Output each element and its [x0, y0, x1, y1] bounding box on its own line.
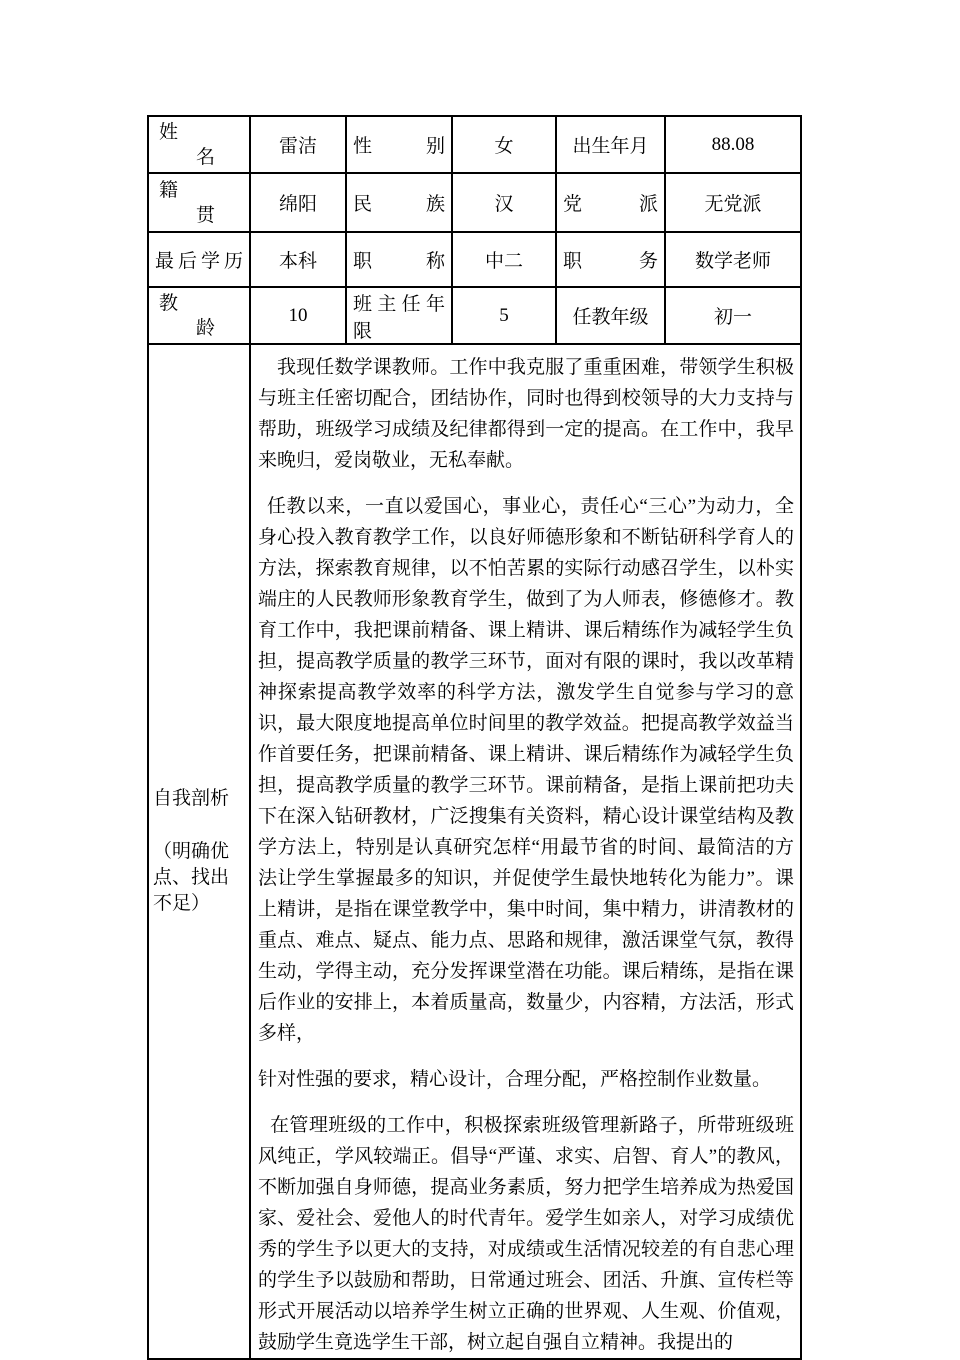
- ethnicity-value: 汉: [452, 173, 556, 232]
- table-row: [148, 173, 801, 232]
- native-place-label-line2: 贯: [196, 204, 216, 226]
- self-analysis-note: （明确优点、找出不足）: [153, 841, 230, 914]
- head-teacher-years-value: 5: [452, 287, 556, 344]
- self-analysis-paragraph: 针对性强的要求，精心设计，合理分配，严格控制作业数量。: [258, 1069, 772, 1090]
- self-analysis-title: 自我剖析: [153, 788, 230, 809]
- party-label-cell: 党派: [556, 173, 665, 232]
- party-value: 无党派: [665, 173, 801, 232]
- self-analysis-paragraph: 在管理班级的工作中，积极探索班级管理新路子，所带班级班风纯正，学风较端正。倡导“严谨、求实、启智、育人”的教风，不断加强自身师德，提高业务素质，努力把学生培养成为热爱国家、爱社会、爱他人的时代青年。爱学生如亲人，对学习成绩优秀的学生予以更大的支持，对成绩或生活情况较差的有自悲心理的学生予以鼓励和帮助，日常通过班会、团活、升旗、宣传栏等形式开展活动以培养学生树立正确的世界观、人生观、价值观，鼓励学生竟选学生干部，树立起自强自立精神。我提出的: [258, 1115, 794, 1353]
- name-label-line1: 姓: [159, 121, 179, 143]
- position-label-cell: 职务: [556, 232, 665, 287]
- gender-label-cell: 性别: [346, 116, 452, 173]
- table-row: [148, 287, 801, 344]
- final-education-value: 本科: [250, 232, 346, 287]
- name-value: 雷洁: [250, 116, 346, 173]
- ethnicity-label-cell: 民族: [346, 173, 452, 232]
- native-place-label-cell: [148, 173, 250, 232]
- self-analysis-paragraph: 任教以来，一直以爱国心，事业心，责任心“三心”为动力，全身心投入教育教学工作，以良好师德形象和不断钻研科学育人的方法，探索教育规律，以不怕苦累的实际行动感召学生，以朴实端庄的人民教师形象教育学生，做到了为人师表，修德修才。教育工作中，我把课前精备、课上精讲、课后精练作为减轻学生负担，提高教学质量的教学三环节，面对有限的课时，我以改革精神探索提高教学效率的科学方法，激发学生自觉参与学习的意识，最大限度地提高单位时间里的教学效益。把提高教学效益当作首要任务，把课前精备、课上精讲、课后精练作为减轻学生负担，提高教学质量的教学三环节。课前精备，是指上课前把功夫下在深入钻研教材，广泛搜集有关资料，精心设计课堂结构及教学方法上，特别是认真研究怎样“用最节省的时间、最简洁的方法让学生掌握最多的知识，并促使学生最快地转化为能力”。课上精讲，是指在课堂教学中，集中时间，集中精力，讲清教材的重点、难点、疑点、能力点、思路和规律，激活课堂气氛，教得生动，学得主动，充分发挥课堂潜在功能。课后精练，是指在课后作业的安排上，本着质量高，数量少，内容精，方法活，形式多样，: [258, 496, 794, 1044]
- teaching-age-label-cell: [148, 287, 250, 344]
- table-row: [148, 116, 801, 173]
- teaching-grade-label-cell: 任教年级: [556, 287, 665, 344]
- professional-title-value: 中二: [452, 232, 556, 287]
- birth-date-value: 88.08: [665, 116, 801, 173]
- teaching-age-value: 10: [250, 287, 346, 344]
- table-row: [148, 344, 801, 1359]
- name-label-line2: 名: [196, 146, 216, 168]
- table-row: [148, 232, 801, 287]
- teacher-info-table: [147, 115, 802, 1360]
- teaching-age-label-line1: 教: [159, 292, 179, 314]
- head-teacher-years-label-cell: 班主任年限: [346, 287, 452, 344]
- native-place-value: 绵阳: [250, 173, 346, 232]
- teaching-age-label-line2: 龄: [196, 317, 216, 339]
- birth-date-label-cell: 出生年月: [556, 116, 665, 173]
- final-education-label-cell: 最后学历: [148, 232, 250, 287]
- teaching-grade-value: 初一: [665, 287, 801, 344]
- self-analysis-body-cell: [250, 344, 801, 1359]
- professional-title-label-cell: 职称: [346, 232, 452, 287]
- position-value: 数学老师: [665, 232, 801, 287]
- self-analysis-paragraph: 我现任数学课教师。工作中我克服了重重困难，带领学生积极与班主任密切配合，团结协作，同时也得到校领导的大力支持与帮助，班级学习成绩及纪律都得到一定的提高。在工作中，我早来晚归，爱岗敬业，无私奉献。: [258, 357, 794, 471]
- self-analysis-label-cell: [148, 344, 250, 1359]
- name-label-cell: [148, 116, 250, 173]
- gender-value: 女: [452, 116, 556, 173]
- native-place-label-line1: 籍: [159, 179, 179, 201]
